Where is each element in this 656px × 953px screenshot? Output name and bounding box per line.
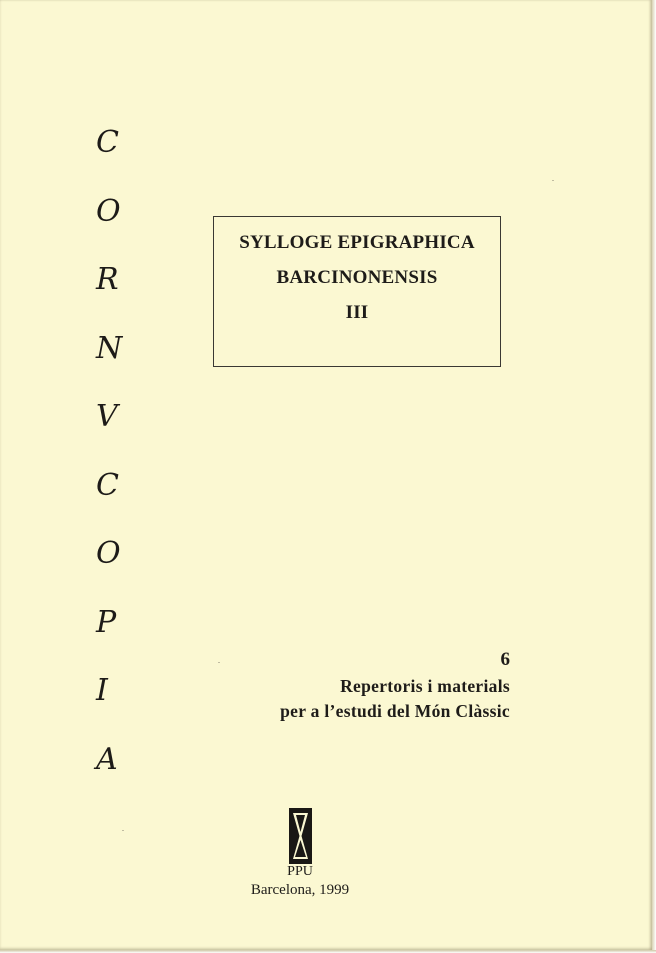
series-number: 6 — [500, 649, 510, 670]
vertical-title-letter: N — [96, 330, 123, 366]
series-info — [280, 646, 510, 724]
vertical-title-letter: A — [96, 741, 118, 777]
book-title-box — [213, 216, 501, 367]
vertical-title-letter: I — [96, 673, 108, 708]
volume-number: III — [345, 302, 369, 323]
publisher-name: PPU — [287, 864, 313, 879]
paper-speck — [218, 662, 220, 663]
vertical-title-letter: V — [96, 399, 118, 434]
vertical-series-title — [96, 118, 146, 803]
vertical-title-letter: C — [96, 467, 119, 503]
book-title-line: BARCINONENSIS — [276, 267, 438, 288]
vertical-title-letter: O — [96, 193, 121, 229]
book-title-line: SYLLOGE EPIGRAPHICA — [239, 232, 475, 253]
publisher-info — [200, 864, 400, 900]
vertical-title-letter: O — [96, 536, 121, 571]
series-name-line1: Repertoris i materials — [340, 676, 510, 696]
vertical-title-letter: C — [96, 125, 119, 160]
paper-speck — [122, 830, 124, 831]
vertical-title-letter: P — [96, 604, 117, 640]
publisher-place-year: Barcelona, 1999 — [250, 882, 350, 898]
paper-speck — [552, 180, 554, 181]
cover-right-edge — [652, 0, 656, 953]
series-name-line2: per a l’estudi del Món Clàssic — [280, 701, 510, 721]
vertical-title-letter: R — [96, 262, 119, 297]
hourglass-logo-icon — [289, 808, 312, 864]
